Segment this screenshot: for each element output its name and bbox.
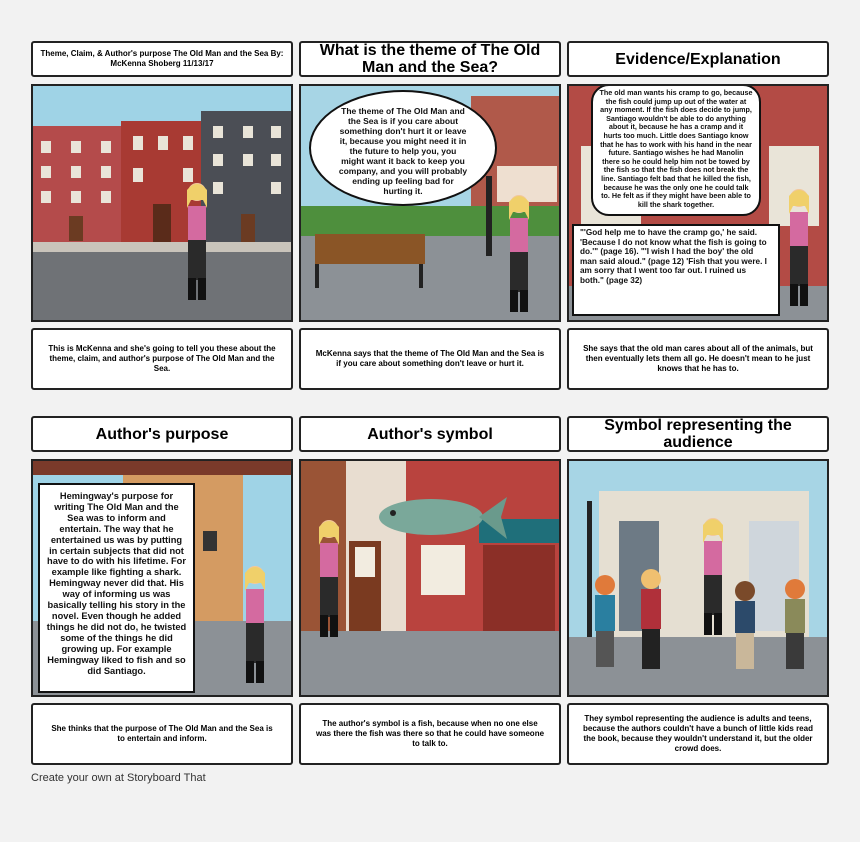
purpose-text: Hemingway's purpose for writing The Old Man and the Sea was to inform and entertain. The way that he entertained us was by putting in certain subjects that did not have to do with his lifetime. For example like fighting a shark. Hemingway never did that. His way of informing us was basically telling his story in the novel. Even though he added things he did not do, he twisted some of the things he did growing up. For example Hemingway liked to fish and so did Santiago. [46, 491, 187, 676]
evidence-speech-bubble [591, 84, 761, 216]
evidence-bubble-text: The old man wants his cramp to go, because the fish could jump up out of the water at any moment. If the fish does decide to jump, Santiago wouldn't be able to do anything about it, because he has a cramp and it hurts too much. Little does Santiago know that he has to work with his hand in the near future. Santiago wishes he had Manolin there so he could help him not be towed by the fish so that the fish does not break the line. Santiago felt bad that he killed the fish, because he was the only one he could talk to. He felt as if they might have been able to kill the shark together. [599, 88, 753, 209]
cell-2-caption-text: McKenna says that the theme of The Old Man and the Sea is if you care about something don't leave or hurt it. [315, 349, 545, 368]
quotes-box [572, 224, 780, 316]
cell-6-caption-text: They symbol representing the audience is adults and teens, because the authors couldn't have a bunch of little kids read the book, because they wouldn't understand it, but the older crowd does. [583, 714, 813, 753]
cell-3-caption-text: She says that the old man cares about all of the animals, but then eventually lets them all go. He doesn't mean to he just knows that he has to. [583, 344, 813, 373]
mckenna-figure-5 [311, 515, 347, 641]
cell-1-title-text: Theme, Claim, & Author's purpose The Old Man and the Sea By: McKenna Shoberg 11/13/17 [40, 49, 284, 68]
cell-3-title [567, 41, 829, 77]
scene-3-storefront [567, 84, 829, 322]
cell-3-caption [567, 328, 829, 390]
theme-speech-bubble [309, 90, 497, 206]
cell-5-caption-text: The author's symbol is a fish, because when no one else was there the fish was there so that he could have someone to talk to. [315, 719, 545, 748]
scene-2-park [299, 84, 561, 322]
theme-bubble-text: The theme of The Old Man and the Sea is if you care about something don't hurt it or leave it, because you might need it in the future to help you, you might want it back to keep you company, and you will probably ending up feeling bad for hurting it. [338, 106, 468, 196]
cell-3-title-text: Evidence/Explanation [615, 50, 781, 68]
cell-5-title-text: Author's symbol [367, 425, 493, 443]
cell-1-caption [31, 328, 293, 390]
mckenna-figure-2 [501, 190, 537, 316]
cell-6-title-text: Symbol representing the audience [604, 417, 792, 451]
scene-1-city [31, 84, 293, 322]
scene-1-illustration [33, 86, 293, 322]
purpose-text-box [38, 483, 195, 693]
quotes-text: "'God help me to have the cramp go,' he said. 'Because I do not know what the fish is going to do.'" (page 16). "'I wish I had the boy' the old man said aloud." (page 12) 'Fish that you were. I am sorry that I went too far out. I ruined us both." (page 32) [580, 228, 767, 285]
cell-2-title [299, 41, 561, 77]
storyboard-footer[interactable]: Create your own at Storyboard That [31, 772, 206, 784]
mckenna-figure [179, 178, 215, 304]
cell-5-caption [299, 703, 561, 765]
cell-4-title [31, 416, 293, 452]
scene-6-audience [567, 459, 829, 697]
scene-5-symbol [299, 459, 561, 697]
mckenna-figure-3 [781, 184, 817, 310]
cell-2-title-text: What is the theme of The Old Man and the Sea? [319, 42, 541, 76]
cell-6-caption [567, 703, 829, 765]
cell-6-title [567, 416, 829, 452]
mckenna-figure-4 [237, 561, 273, 687]
cell-5-title [299, 416, 561, 452]
cell-4-caption-text: She thinks that the purpose of The Old Man and the Sea is to entertain and inform. [51, 724, 273, 743]
scene-4-street [31, 459, 293, 697]
cell-4-title-text: Author's purpose [95, 425, 229, 443]
cell-2-caption [299, 328, 561, 390]
cell-1-title [31, 41, 293, 77]
cell-4-caption [31, 703, 293, 765]
mckenna-figure-6 [695, 513, 731, 639]
cell-1-caption-text: This is McKenna and she's going to tell you these about the theme, claim, and author's purpose of The Old Man and the Sea. [48, 344, 276, 373]
